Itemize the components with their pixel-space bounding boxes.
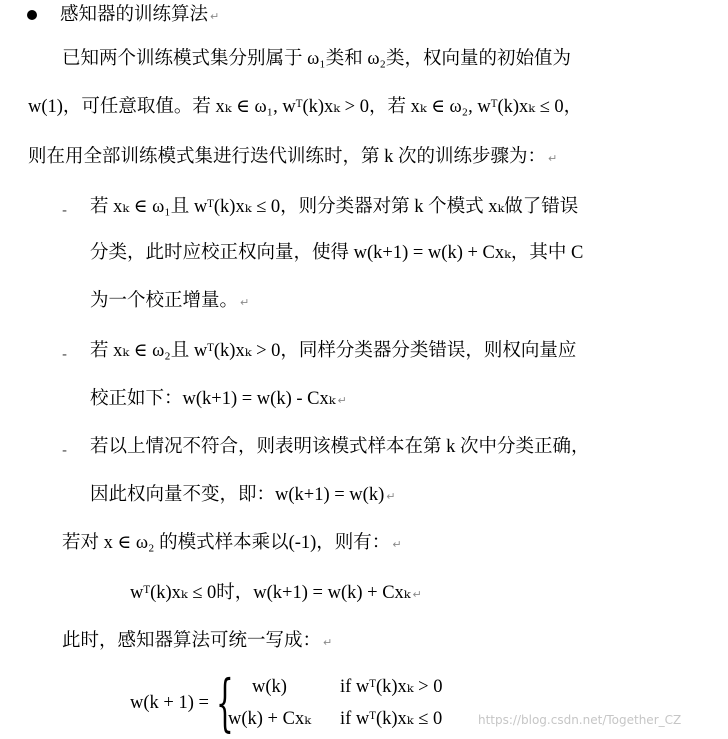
return-mark-icon: ↵ <box>337 394 347 407</box>
step-3-line-2: 因此权向量不变，即：w(k+1) = w(k) ↵ <box>90 485 396 505</box>
left-brace-icon: { <box>216 666 234 739</box>
return-mark-icon: ↵ <box>210 10 220 23</box>
formula-case-2-condition: if wᵀ(k)xₖ ≤ 0 <box>340 709 443 729</box>
intro-line-2: w(1)，可任意取值。若 xₖ ∈ ω₁, wᵀ(k)xₖ > 0，若 xₖ ∈ ω₂, wᵀ(k)xₖ ≤ 0， <box>28 97 583 117</box>
intro-line-3: 则在用全部训练模式集进行迭代训练时，第 k 次的训练步骤为： ↵ <box>28 147 558 167</box>
return-mark-icon: ↵ <box>386 490 396 503</box>
step-1-line-3: 为一个校正增量。 ↵ <box>90 291 250 311</box>
formula-case-2-value: w(k) + Cxₖ <box>228 709 311 729</box>
step-1-line-2: 分类，此时应校正权向量，使得 w(k+1) = w(k) + Cxₖ，其中 C <box>90 243 584 263</box>
negated-rule: wᵀ(k)xₖ ≤ 0时，w(k+1) = w(k) + Cxₖ ↵ <box>130 583 422 603</box>
return-mark-icon: ↵ <box>240 296 250 309</box>
bullet-icon <box>27 10 37 20</box>
step-2-line-1: 若 xₖ ∈ ω₂且 wᵀ(k)xₖ > 0，同样分类器分类错误，则权向量应 <box>90 341 577 361</box>
negate-note: 若对 x ∈ ω₂ 的模式样本乘以(-1)，则有： ↵ <box>62 533 402 553</box>
list-dash-icon: - <box>62 347 68 363</box>
return-mark-icon: ↵ <box>323 636 333 649</box>
formula-case-1-value: w(k) <box>252 677 287 697</box>
step-2-line-2: 校正如下：w(k+1) = w(k) - Cxₖ ↵ <box>90 389 347 409</box>
watermark: https://blog.csdn.net/Together_CZ <box>478 713 682 727</box>
formula-case-1-condition: if wᵀ(k)xₖ > 0 <box>340 677 443 697</box>
intro-line-1: 已知两个训练模式集分别属于 ω₁类和 ω₂类，权向量的初始值为 <box>62 49 572 69</box>
formula-lhs: w(k + 1) = <box>130 693 209 713</box>
return-mark-icon: ↵ <box>392 538 402 551</box>
list-dash-icon: - <box>62 443 68 459</box>
section-heading: 感知器的训练算法 ↵ <box>60 4 220 25</box>
step-1-line-1: 若 xₖ ∈ ω₁且 wᵀ(k)xₖ ≤ 0，则分类器对第 k 个模式 xₖ做了错误 <box>90 197 579 217</box>
return-mark-icon: ↵ <box>412 588 422 601</box>
unified-intro: 此时，感知器算法可统一写成： ↵ <box>62 631 333 651</box>
list-dash-icon: - <box>62 203 68 219</box>
return-mark-icon: ↵ <box>548 152 558 165</box>
step-3-line-1: 若以上情况不符合，则表明该模式样本在第 k 次中分类正确， <box>90 437 590 457</box>
